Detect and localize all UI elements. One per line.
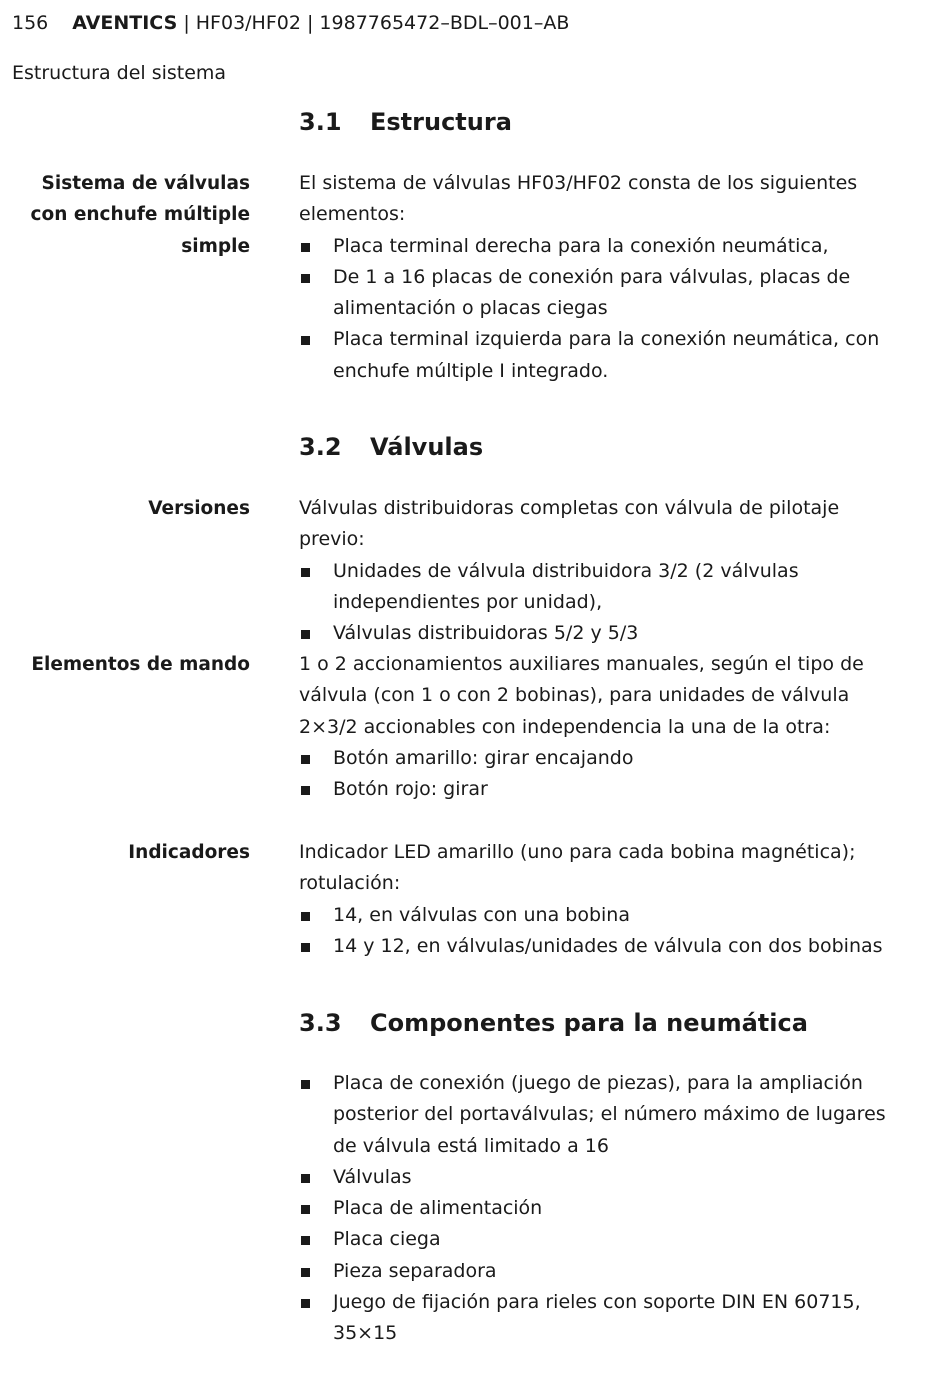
bullet-square-icon — [301, 1299, 310, 1308]
list-item: Botón rojo: girar — [299, 774, 889, 805]
side-label-indicadores: Indicadores — [128, 842, 250, 863]
indicadores-body — [299, 837, 889, 962]
brand-name: AVENTICS — [72, 12, 178, 34]
bullet-square-icon — [301, 1236, 310, 1245]
side-label-sistema: Sistema de válvulas con enchufe múltiple simple — [30, 173, 250, 257]
bullet-square-icon — [301, 1268, 310, 1277]
bullet-list — [299, 1068, 889, 1350]
bullet-square-icon — [301, 274, 310, 283]
bullet-square-icon — [301, 336, 310, 345]
list-item: Placa de alimentación — [299, 1193, 889, 1224]
document-reference: | HF03/HF02 | 1987765472–BDL–001–AB — [177, 12, 570, 34]
list-item: Válvulas — [299, 1162, 889, 1193]
bullet-square-icon — [301, 1205, 310, 1214]
section-title: Componentes para la neumática — [370, 1009, 808, 1037]
list-item: Juego de fijación para rieles con soporte DIN EN 60715, 35×15 — [299, 1287, 889, 1350]
bullet-square-icon — [301, 943, 310, 952]
list-item: Placa ciega — [299, 1224, 889, 1255]
bullet-list — [299, 743, 889, 806]
section-heading-3-2 — [299, 433, 483, 461]
list-item: Unidades de válvula distribuidora 3/2 (2 válvulas independientes por unidad), — [299, 556, 889, 619]
indicadores-intro: Indicador LED amarillo (uno para cada bobina magnética); rotulación: — [299, 841, 856, 895]
section-number: 3.1 — [299, 108, 342, 136]
bullet-square-icon — [301, 912, 310, 921]
section-title: Válvulas — [370, 433, 484, 461]
bullet-square-icon — [301, 243, 310, 252]
list-item: De 1 a 16 placas de conexión para válvulas, placas de alimentación o placas ciegas — [299, 262, 889, 325]
section-heading-3-1 — [299, 108, 512, 136]
mando-intro: 1 o 2 accionamientos auxiliares manuales, según el tipo de válvula (con 1 o con 2 bobinas), para unidades de válvula 2×3/2 accionables con independencia la una de la otra: — [299, 653, 864, 738]
bullet-list — [299, 900, 889, 963]
side-label-versiones: Versiones — [148, 498, 250, 519]
bullet-square-icon — [301, 568, 310, 577]
section-3-1-body — [299, 168, 889, 387]
running-title: Estructura del sistema — [12, 62, 227, 84]
versiones-body — [299, 493, 889, 649]
bullet-list — [299, 556, 889, 650]
list-item: Válvulas distribuidoras 5/2 y 5/3 — [299, 618, 889, 649]
section-heading-3-3 — [299, 1009, 808, 1037]
section-3-3-body — [299, 1068, 889, 1350]
list-item: Placa de conexión (juego de piezas), para la ampliación posterior del portaválvulas; el número máximo de lugares de válvula está limitado a 16 — [299, 1068, 889, 1162]
bullet-square-icon — [301, 786, 310, 795]
section-title: Estructura — [370, 108, 512, 136]
section-number: 3.2 — [299, 433, 342, 461]
list-item: Placa terminal derecha para la conexión neumática, — [299, 231, 889, 262]
list-item: Botón amarillo: girar encajando — [299, 743, 889, 774]
section-number: 3.3 — [299, 1009, 342, 1037]
bullet-list — [299, 231, 889, 387]
list-item: 14 y 12, en válvulas/unidades de válvula con dos bobinas — [299, 931, 889, 962]
bullet-square-icon — [301, 1174, 310, 1183]
list-item: Placa terminal izquierda para la conexión neumática, con enchufe múltiple I integrado. — [299, 324, 889, 387]
section-intro: El sistema de válvulas HF03/HF02 consta de los siguientes elementos: — [299, 172, 858, 226]
list-item: 14, en válvulas con una bobina — [299, 900, 889, 931]
versiones-intro: Válvulas distribuidoras completas con válvula de pilotaje previo: — [299, 497, 840, 551]
bullet-square-icon — [301, 1080, 310, 1089]
list-item: Pieza separadora — [299, 1256, 889, 1287]
bullet-square-icon — [301, 630, 310, 639]
page-number: 156 — [12, 12, 49, 34]
elementos-de-mando-body — [299, 649, 889, 805]
page-header — [12, 12, 569, 34]
side-label-elementos-de-mando: Elementos de mando — [31, 654, 250, 675]
bullet-square-icon — [301, 755, 310, 764]
